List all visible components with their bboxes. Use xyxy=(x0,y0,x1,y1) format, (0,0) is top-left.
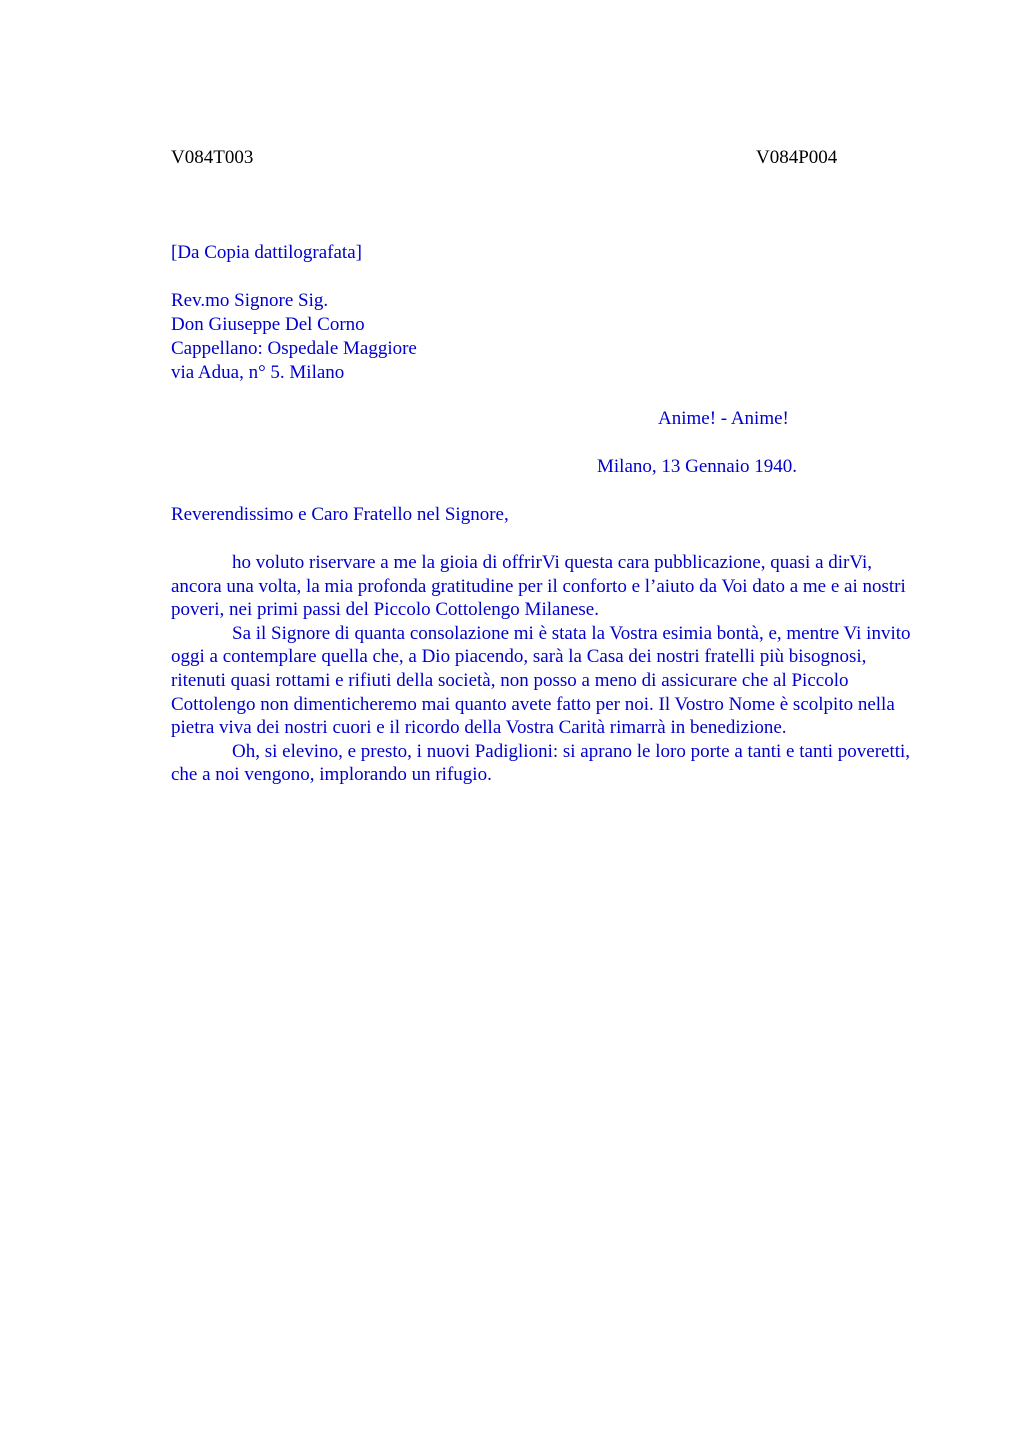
address-line: Cappellano: Ospedale Maggiore xyxy=(171,338,417,359)
address-line: Rev.mo Signore Sig. xyxy=(171,290,329,311)
letter-body xyxy=(171,551,923,787)
document-reference-right: V084P004 xyxy=(756,147,838,168)
body-paragraph: Sa il Signore di quanta consolazione mi è stata la Vostra esimia bontà, e, mentre Vi invito oggi a contemplare quella che, a Dio piacendo, sarà la Casa dei nostri fratelli più bisognosi, ritenuti quasi rottami e rifiuti della società, non posso a meno di assicurare che al Piccolo Cottolengo non dimenticheremo mai quanto avete fatto per noi. Il Vostro Nome è scolpito nella pietra viva dei nostri cuori e il ricordo della Vostra Carità rimarrà in benedizione. xyxy=(171,622,911,739)
body-paragraph: Oh, si elevino, e presto, i nuovi Padiglioni: si aprano le loro porte a tanti e tanti poveretti, che a noi vengono, implorando un rifugio. xyxy=(171,740,911,786)
salutation: Reverendissimo e Caro Fratello nel Signore, xyxy=(171,504,509,525)
body-paragraph: ho voluto riservare a me la gioia di offrirVi questa cara pubblicazione, quasi a dirVi, ancora una volta, la mia profonda gratitudine per il conforto e l’aiuto da Voi dato a me e ai nostri poveri, nei primi passi del Piccolo Cottolengo Milanese. xyxy=(171,552,906,621)
recipient-address xyxy=(171,289,417,385)
motto: Anime! - Anime! xyxy=(658,408,789,429)
source-note: [Da Copia dattilografata] xyxy=(171,242,362,263)
dateline: Milano, 13 Gennaio 1940. xyxy=(597,456,798,477)
address-line: via Adua, n° 5. Milano xyxy=(171,362,345,383)
address-line: Don Giuseppe Del Corno xyxy=(171,314,365,335)
document-reference-left: V084T003 xyxy=(171,147,254,168)
